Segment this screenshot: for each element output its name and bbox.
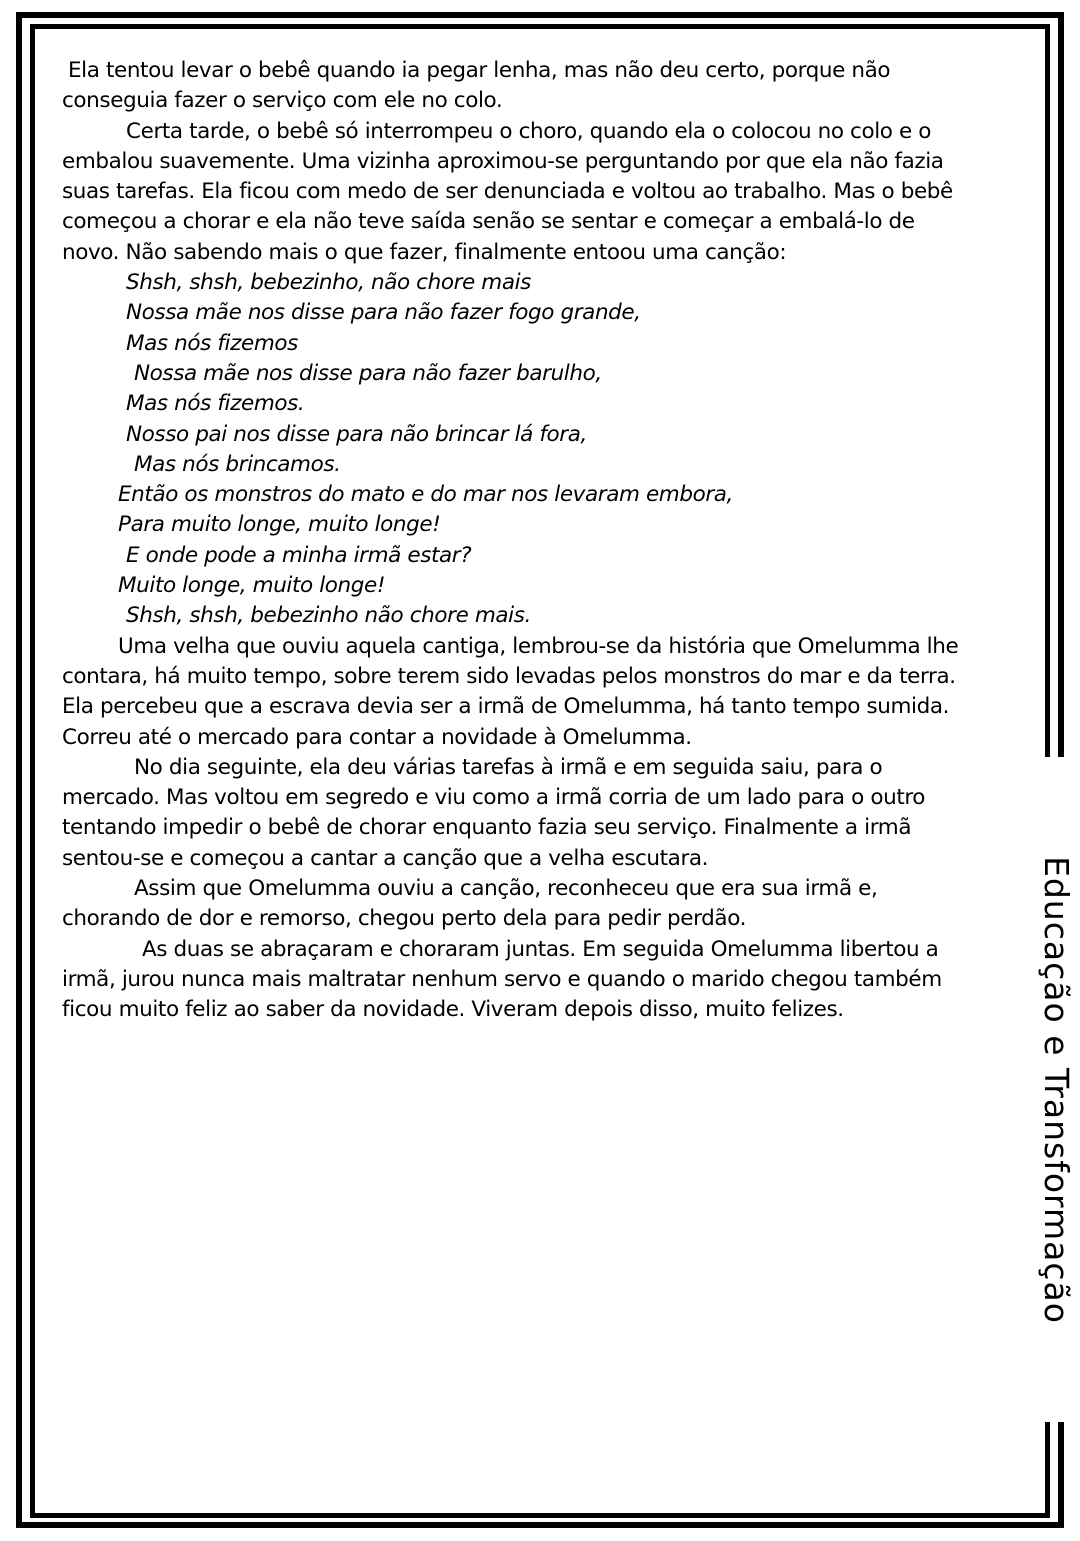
verse-line: Mas nós fizemos <box>126 330 298 356</box>
verse-line: Muito longe, muito longe! <box>118 573 386 599</box>
text-line: tentando impedir o bebê de chorar enquanto fazia seu serviço. Finalmente a irmã <box>62 815 912 841</box>
verse-line: Então os monstros do mato e do mar nos levaram embora, <box>118 482 733 508</box>
verse-line: Nossa mãe nos disse para não fazer fogo grande, <box>126 300 641 326</box>
text-line: Correu até o mercado para contar a novidade à Omelumma. <box>62 724 692 750</box>
text-line: mercado. Mas voltou em segredo e viu como a irmã corria de um lado para o outro <box>62 785 926 811</box>
text-line: começou a chorar e ela não teve saída senão se sentar e começar a embalá-lo de <box>62 209 915 235</box>
text-line: Ela percebeu que a escrava devia ser a irmã de Omelumma, há tanto tempo sumida. <box>62 694 950 720</box>
text-line: Certa tarde, o bebê só interrompeu o choro, quando ela o colocou no colo e o <box>126 118 932 144</box>
text-line: As duas se abraçaram e choraram juntas. Em seguida Omelumma libertou a <box>142 936 939 962</box>
text-line: No dia seguinte, ela deu várias tarefas à irmã e em seguida saiu, para o <box>134 754 883 780</box>
text-line: Ela tentou levar o bebê quando ia pegar lenha, mas não deu certo, porque não <box>68 58 891 83</box>
text-line: contara, há muito tempo, sobre terem sido levadas pelos monstros do mar e da terra. <box>62 663 956 689</box>
verse-line: Mas nós fizemos. <box>126 391 305 417</box>
text-line: embalou suavemente. Uma vizinha aproximou-se perguntando por que ela não fazia <box>62 148 944 174</box>
verse-line: Nosso pai nos disse para não brincar lá fora, <box>126 421 587 447</box>
verse-line: E onde pode a minha irmã estar? <box>126 542 472 568</box>
verse-line: Para muito longe, muito longe! <box>118 512 441 538</box>
text-line: ficou muito feliz ao saber da novidade. Viveram depois disso, muito felizes. <box>62 997 844 1023</box>
story-text <box>62 56 1022 1026</box>
text-line: Uma velha que ouviu aquela cantiga, lembrou-se da história que Omelumma lhe <box>118 633 959 659</box>
verse-line: Shsh, shsh, bebezinho não chore mais. <box>126 603 531 629</box>
verse-line: Shsh, shsh, bebezinho, não chore mais <box>126 270 531 296</box>
text-line: irmã, jurou nunca mais maltratar nenhum servo e quando o marido chegou também <box>62 966 942 992</box>
verse-line: Nossa mãe nos disse para não fazer barulho, <box>134 360 602 386</box>
text-line: Assim que Omelumma ouviu a canção, reconheceu que era sua irmã e, <box>134 876 878 902</box>
text-line: sentou-se e começou a cantar a canção que a velha escutara. <box>62 845 709 871</box>
text-line: suas tarefas. Ela ficou com medo de ser denunciada e voltou ao trabalho. Mas o bebê <box>62 179 953 205</box>
verse-line: Mas nós brincamos. <box>134 451 341 477</box>
text-line: conseguia fazer o serviço com ele no colo. <box>62 88 503 114</box>
side-caption: Educação e Transformação <box>1037 856 1076 1324</box>
text-line: chorando de dor e remorso, chegou perto dela para pedir perdão. <box>62 906 747 932</box>
text-line: novo. Não sabendo mais o que fazer, finalmente entoou uma canção: <box>62 239 787 265</box>
